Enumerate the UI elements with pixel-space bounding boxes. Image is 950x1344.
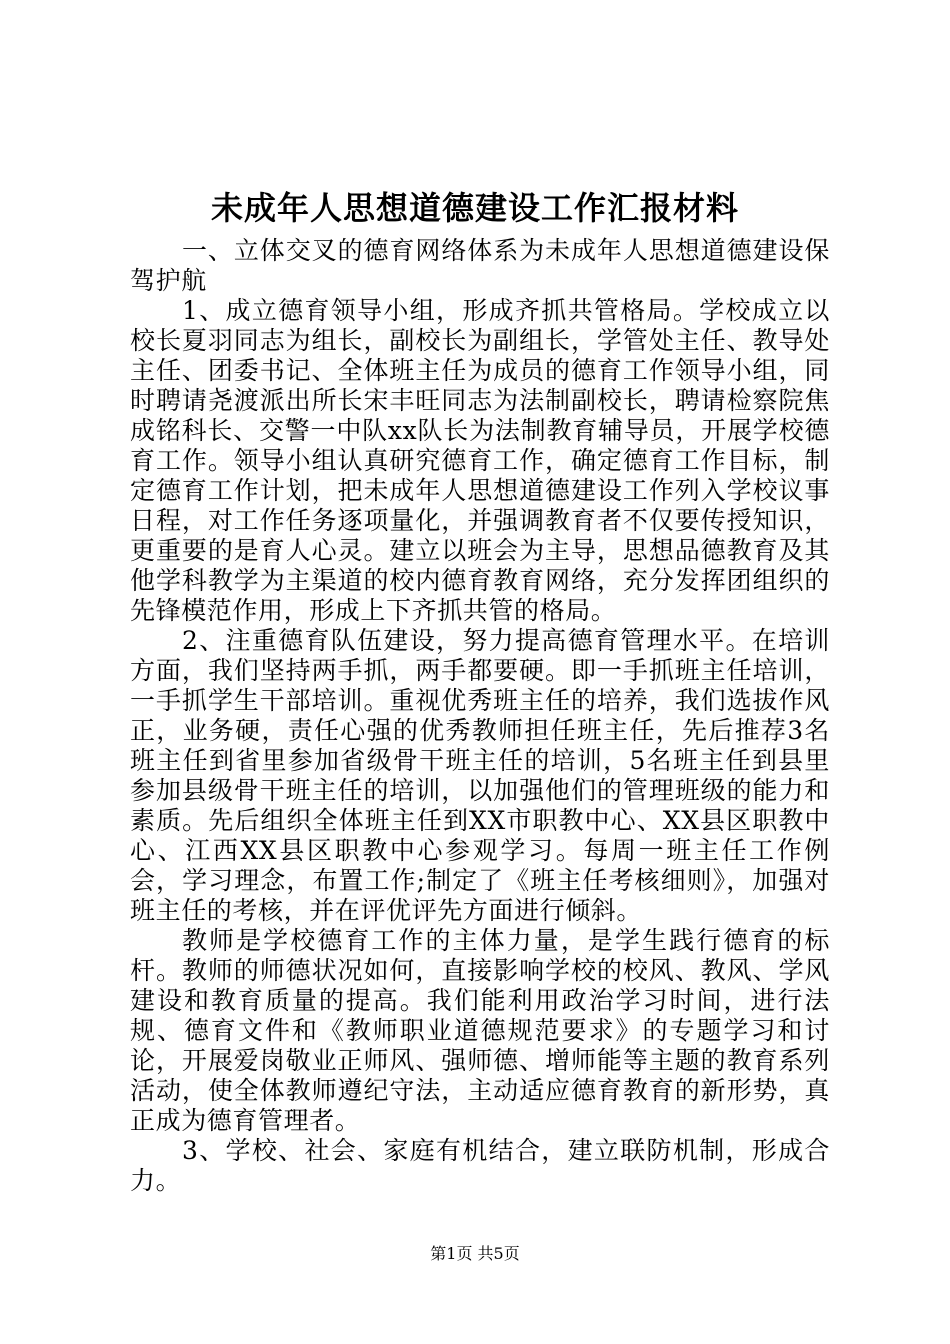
section-heading: 一、立体交叉的德育网络体系为未成年人思想道德建设保驾护航 xyxy=(130,236,830,295)
document-body xyxy=(130,236,830,1196)
paragraph: 2、注重德育队伍建设，努力提高德育管理水平。在培训方面，我们坚持两手抓，两手都要硬。即一手抓班主任培训，一手抓学生干部培训。重视优秀班主任的培养，我们选拔作风正，业务硬，责任心强的优秀教师担任班主任，先后推荐3名班主任到省里参加省级骨干班主任的培训，5名班主任到县里参加县级骨干班主任的培训，以加强他们的管理班级的能力和素质。先后组织全体班主任到XX市职教中心、XX县区职教中心、江西XX县区职教中心参观学习。每周一班主任工作例会，学习理念，布置工作;制定了《班主任考核细则》，加强对班主任的考核，并在评优评先方面进行倾斜。 xyxy=(130,626,830,925)
document-title: 未成年人思想道德建设工作汇报材料 xyxy=(210,189,739,227)
page-number-footer: 第1页 共5页 xyxy=(430,1244,520,1263)
paragraph: 教师是学校德育工作的主体力量，是学生践行德育的标杆。教师的师德状况如何，直接影响学校的校风、教风、学风建设和教育质量的提高。我们能利用政治学习时间，进行法规、德育文件和《教师职业道德规范要求》的专题学习和讨论，开展爱岗敬业正师风、强师德、增师能等主题的教育系列活动，使全体教师遵纪守法，主动适应德育教育的新形势，真正成为德育管理者。 xyxy=(130,926,830,1135)
paragraph: 1、成立德育领导小组，形成齐抓共管格局。学校成立以校长夏羽同志为组长，副校长为副组长，学管处主任、教导处主任、团委书记、全体班主任为成员的德育工作领导小组，同时聘请尧渡派出所长宋丰旺同志为法制副校长，聘请检察院焦成铭科长、交警一中队xx队长为法制教育辅导员，开展学校德育工作。领导小组认真研究德育工作，确定德育工作目标，制定德育工作计划，把未成年人思想道德建设工作列入学校议事日程，对工作任务逐项量化，并强调教育者不仅要传授知识，更重要的是育人心灵。建立以班会为主导，思想品德教育及其他学科教学为主渠道的校内德育教育网络，充分发挥团组织的先锋模范作用，形成上下齐抓共管的格局。 xyxy=(130,296,830,625)
paragraph: 3、学校、社会、家庭有机结合，建立联防机制，形成合力。 xyxy=(130,1136,830,1195)
